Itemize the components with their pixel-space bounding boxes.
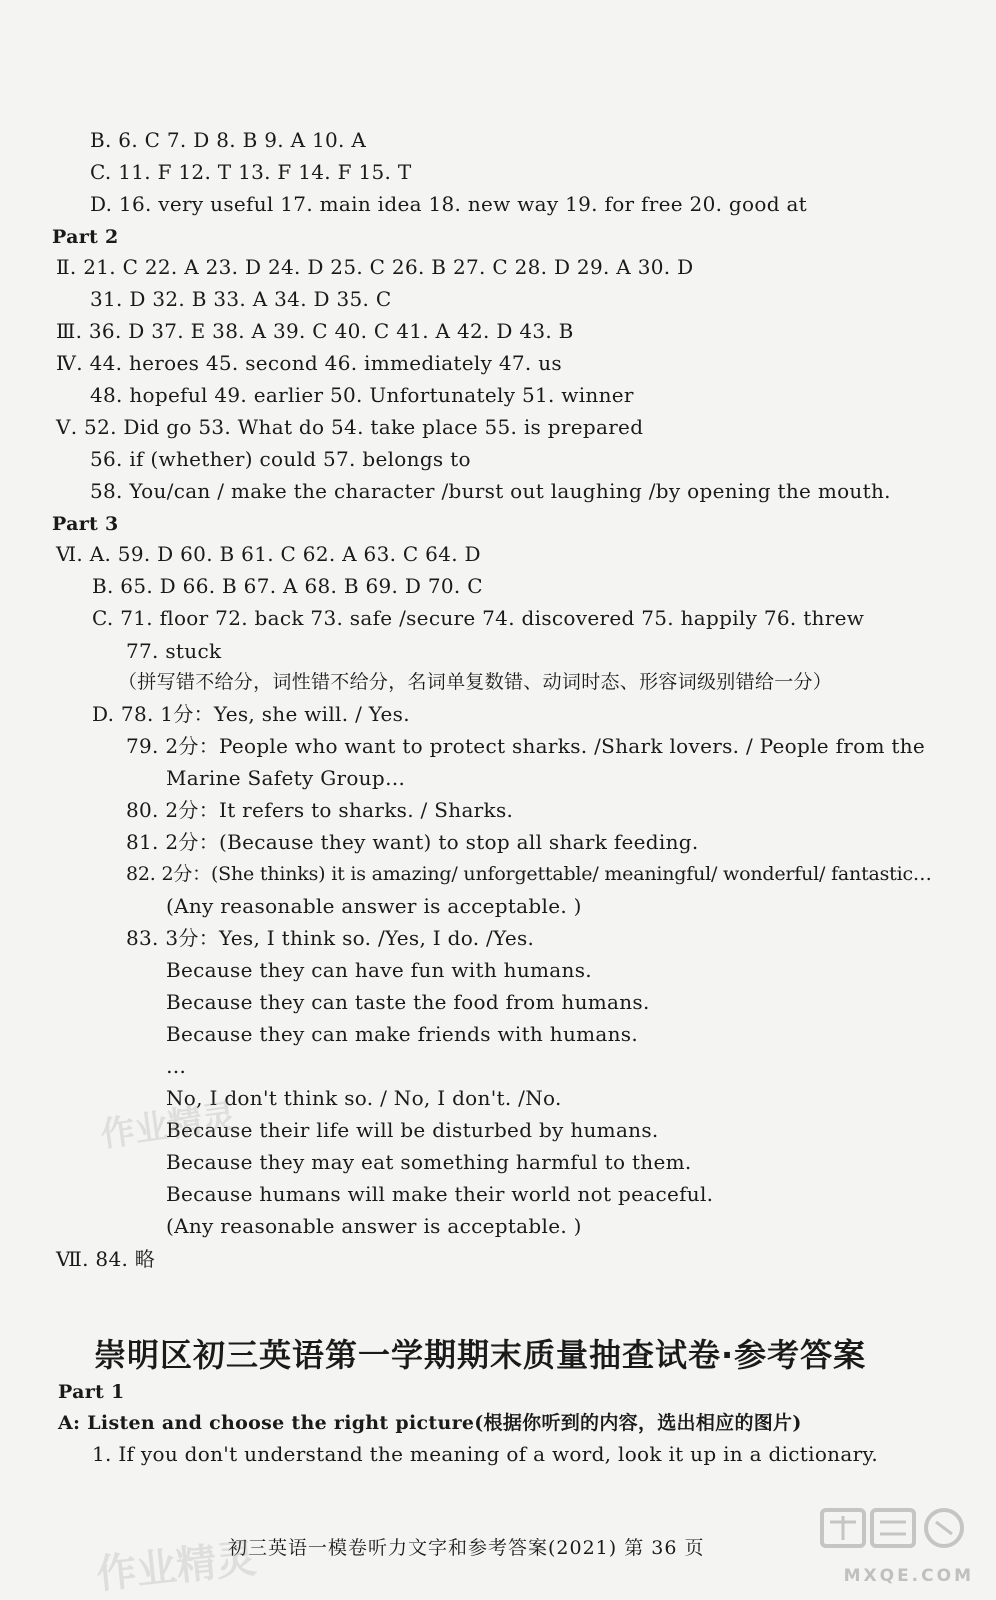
answer-line-vi-b: B. 65. D 66. B 67. A 68. B 69. D 70. C: [92, 574, 483, 598]
part-1-heading: Part 1: [58, 1381, 125, 1403]
answer-line-83-note: (Any reasonable answer is acceptable. ): [166, 1214, 582, 1238]
answer-line-78: D. 78. 1分：Yes, she will. / Yes.: [92, 702, 410, 726]
answer-line-vii-84: Ⅶ. 84. 略: [56, 1247, 156, 1271]
answer-line-83: 83. 3分：Yes, I think so. /Yes, I do. /Yes.: [126, 926, 535, 950]
answer-line-83-no: No, I don't think so. / No, I don't. /No.: [166, 1086, 562, 1110]
part-3-heading: Part 3: [52, 513, 119, 535]
answer-line-vi-c-77: 77. stuck: [126, 639, 222, 663]
answer-line-b-6-10: B. 6. C 7. D 8. B 9. A 10. A: [90, 128, 367, 152]
scoring-note: （拼写错不给分，词性错不给分，名词单复数错、动词时态、形容词级别错给一分）: [118, 671, 833, 693]
answer-line-83-ellipsis: …: [166, 1054, 187, 1078]
question-1-text: 1. If you don't understand the meaning of a word, look it up in a dictionary.: [92, 1442, 879, 1466]
answer-line-83-reason-2: Because they can taste the food from humans.: [166, 990, 650, 1014]
part-2-heading: Part 2: [52, 226, 119, 248]
answer-line-83-reason-3: Because they can make friends with humans.: [166, 1022, 639, 1046]
page-footer: 初三英语一模卷听力文字和参考答案(2021) 第 36 页: [228, 1537, 705, 1559]
site-logo-text: MXQE.COM: [843, 1566, 974, 1586]
answer-line-iv-44-47: Ⅳ. 44. heroes 45. second 46. immediately 47. us: [56, 351, 562, 375]
answer-line-83-no-reason-1: Because their life will be disturbed by humans.: [166, 1118, 659, 1142]
answer-line-vi-a: Ⅵ. A. 59. D 60. B 61. C 62. A 63. C 64. D: [56, 542, 481, 566]
answer-line-c-11-15: C. 11. F 12. T 13. F 14. F 15. T: [90, 160, 412, 184]
answer-line-ii-21-30: Ⅱ. 21. C 22. A 23. D 24. D 25. C 26. B 27. C 28. D 29. A 30. D: [56, 255, 694, 279]
answer-line-83-no-reason-2: Because they may eat something harmful to them.: [166, 1150, 692, 1174]
answer-line-81: 81. 2分：(Because they want) to stop all shark feeding.: [126, 830, 699, 854]
answer-line-v-56-57: 56. if (whether) could 57. belongs to: [90, 447, 471, 471]
answer-line-82-note: (Any reasonable answer is acceptable. ): [166, 894, 582, 918]
answer-line-d-16-20: D. 16. very useful 17. main idea 18. new way 19. for free 20. good at: [90, 192, 808, 216]
answer-line-ii-31-35: 31. D 32. B 33. A 34. D 35. C: [90, 287, 392, 311]
answer-line-79-cont: Marine Safety Group…: [166, 766, 406, 790]
answer-line-83-reason-1: Because they can have fun with humans.: [166, 958, 592, 982]
part-1-a-heading: [58, 1408, 802, 1437]
answer-line-v-58: 58. You/can / make the character /burst out laughing /by opening the mouth.: [90, 479, 891, 503]
part-1-a-label-cn: (根据你听到的内容，选出相应的图片): [474, 1412, 802, 1434]
watermark-stamp: 作业精灵: [98, 1096, 239, 1156]
answer-line-83-no-reason-3: Because humans will make their world not peaceful.: [166, 1182, 714, 1206]
part-1-a-label: A: Listen and choose the right picture: [58, 1412, 475, 1434]
answer-line-79: 79. 2分：People who want to protect sharks. /Shark lovers. / People from the: [126, 734, 926, 758]
answer-line-v-52-55: Ⅴ. 52. Did go 53. What do 54. take place 55. is prepared: [56, 415, 644, 439]
section-title: 崇明区初三英语第一学期期末质量抽查试卷·参考答案: [94, 1336, 867, 1374]
answer-line-iii-36-43: Ⅲ. 36. D 37. E 38. A 39. C 40. C 41. A 42. D 43. B: [56, 319, 574, 343]
answer-line-82: 82. 2分：(She thinks) it is amazing/ unforgettable/ meaningful/ wonderful/ fantastic…: [126, 863, 932, 885]
answer-line-iv-48-51: 48. hopeful 49. earlier 50. Unfortunately 51. winner: [90, 383, 634, 407]
answer-line-vi-c: C. 71. floor 72. back 73. safe /secure 74. discovered 75. happily 76. threw: [92, 606, 865, 630]
watermark-stamp-bottom: 作业精灵: [94, 1535, 259, 1599]
answer-line-80: 80. 2分：It refers to sharks. / Sharks.: [126, 798, 514, 822]
